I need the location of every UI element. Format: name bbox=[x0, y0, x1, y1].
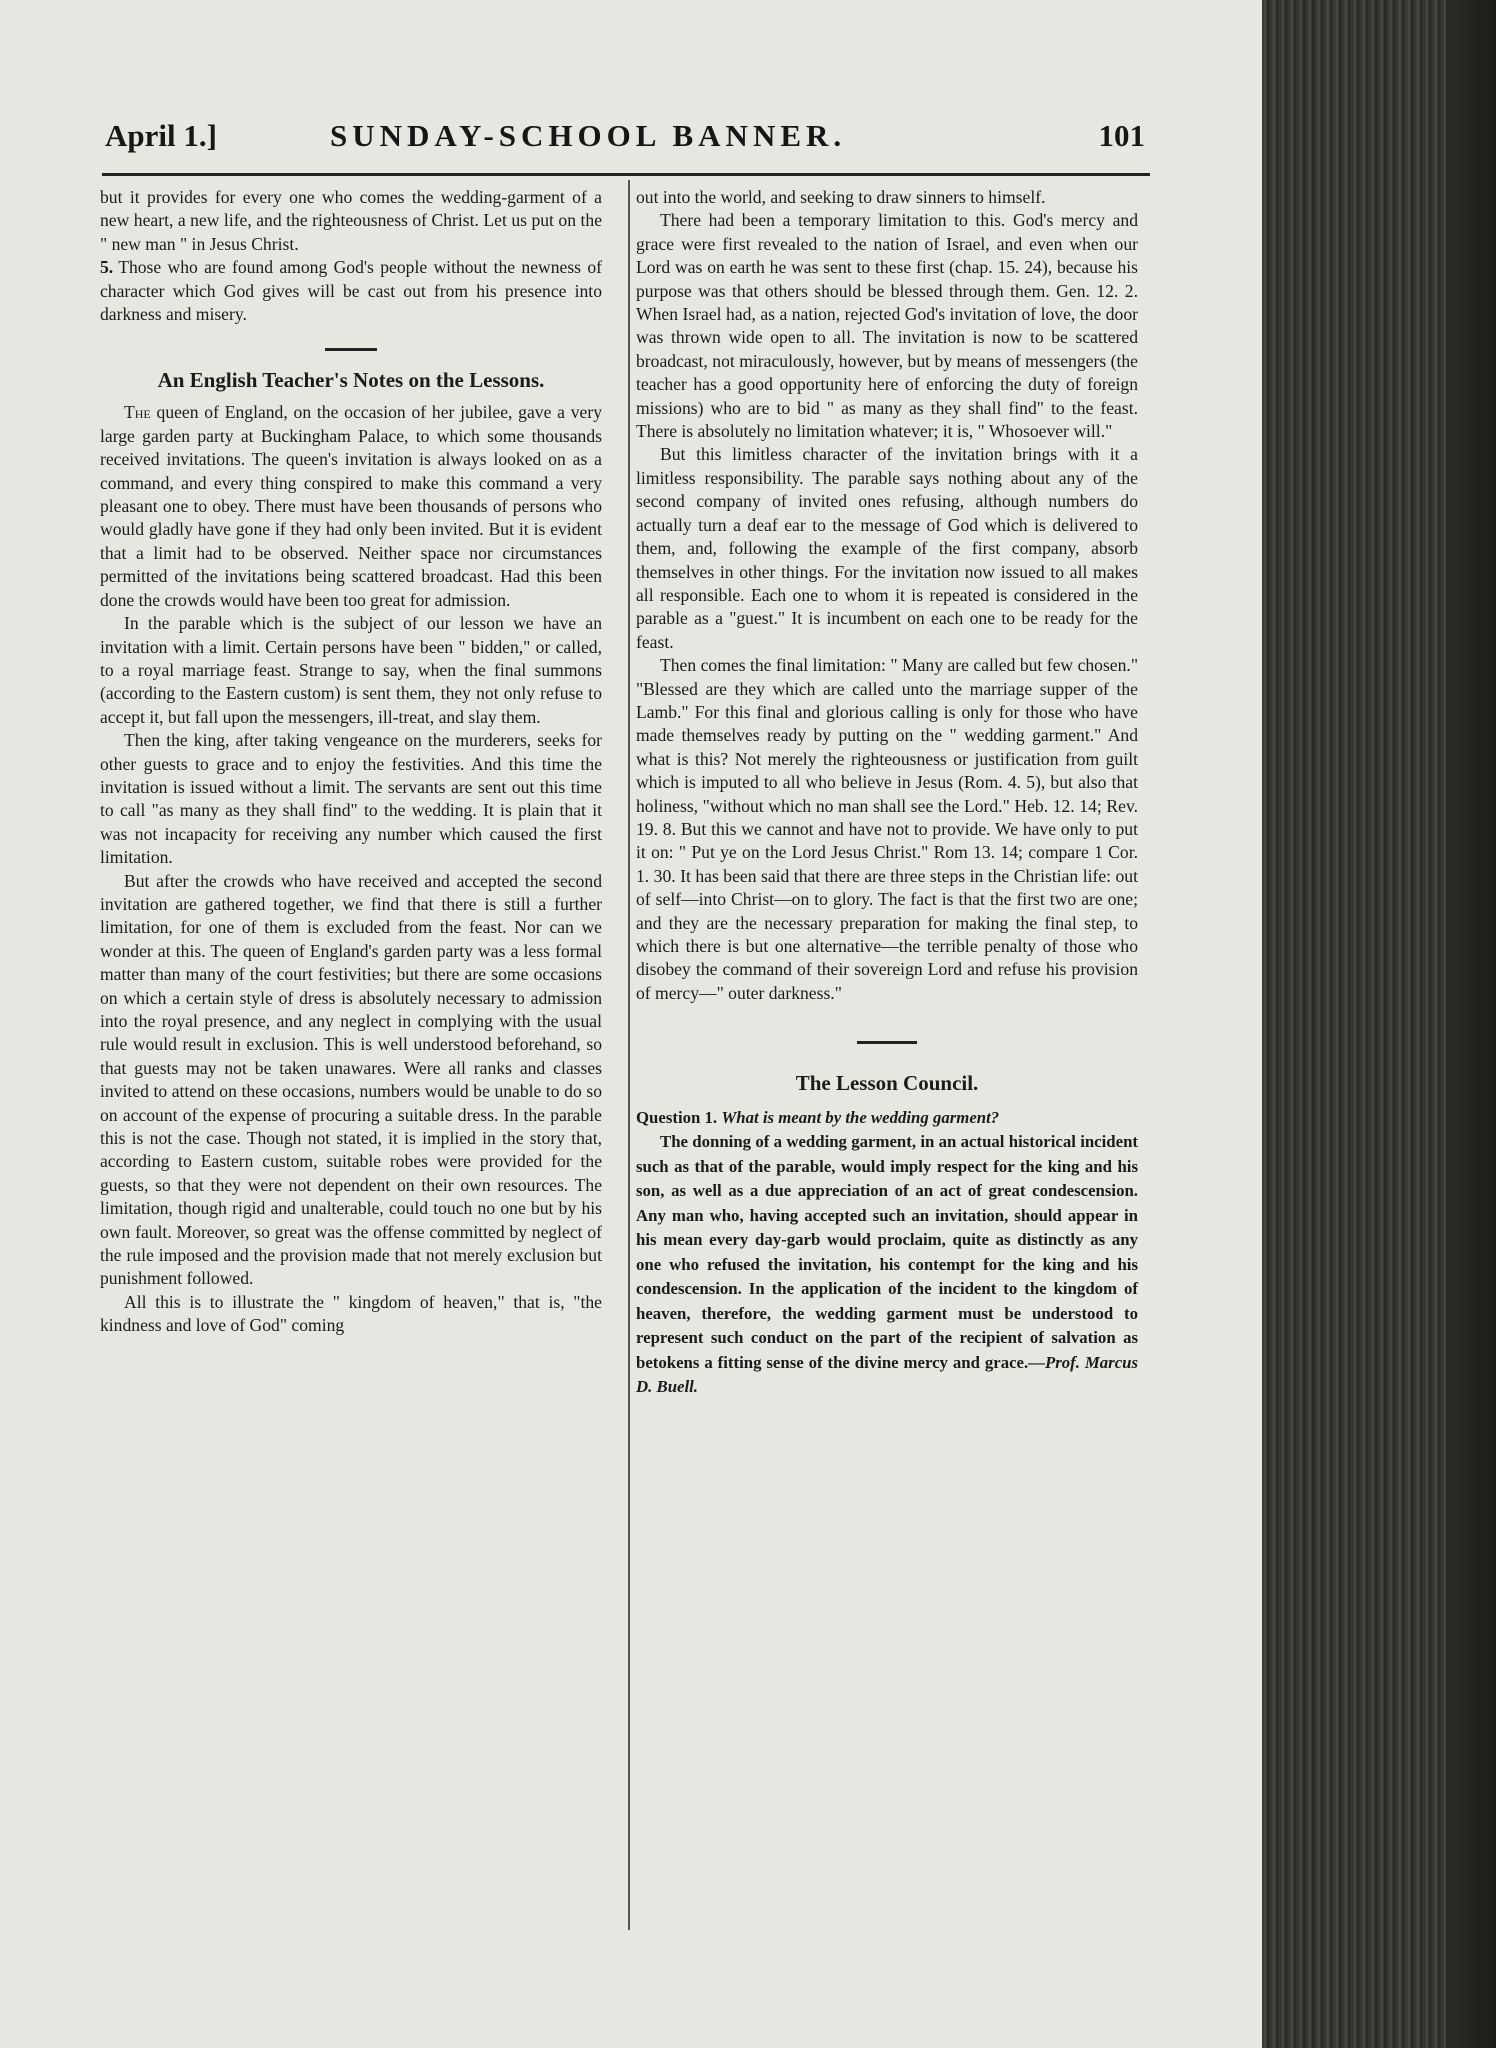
column-divider bbox=[628, 180, 630, 1930]
council-title: The Lesson Council. bbox=[795, 1071, 979, 1096]
lesson-council bbox=[636, 1106, 1138, 1400]
answer-attribution: —Prof. Marcus D. Buell. bbox=[636, 1352, 1139, 1397]
article-paragraph bbox=[100, 401, 602, 612]
binding-edge bbox=[1446, 0, 1496, 2048]
right-column bbox=[636, 186, 1138, 1400]
issue-date: April 1.] bbox=[105, 118, 217, 153]
page-number: 101 bbox=[1098, 118, 1145, 153]
point-number: 5. bbox=[100, 257, 114, 278]
article-paragraph: out into the world, and seeking to draw sinners to himself. bbox=[636, 187, 1046, 207]
point-text: Those who are found among God's people without the newness of character which God gives will be cast out from his presence into darkness and misery. bbox=[100, 257, 602, 325]
article-paragraph: Then the king, after taking vengeance on the murderers, seeks for other guests to grace and to enjoy the festivities. And this time the invitation is issued without a limit. The servants are sent out this time to call "as many as they shall find" to the wedding. It is plain that it was not incapacity for receiving any number which caused the first limitation. bbox=[100, 730, 602, 868]
council-question bbox=[636, 1106, 1138, 1131]
article-paragraph: All this is to illustrate the " kingdom of heaven," that is, "the kindness and love of God" coming bbox=[100, 1291, 602, 1336]
article-paragraph: But this limitless character of the invitation brings with it a limitless responsibility. The parable says nothing about any of the second company of invited ones refusing, although numbers do actually turn a deaf ear to the message of God which is delivered to them, and, following the example of the first company, absorb themselves in other things. For the invitation now issued to all makes all responsible. Each one to whom it is repeated is considered in the parable as a "guest." It is incumbent on each one to be ready for the feast. bbox=[636, 444, 1138, 652]
question-text: What is meant by the wedding garment? bbox=[721, 1107, 1000, 1127]
paragraph-text: queen of England, on the occasion of her jubilee, gave a very large garden party at Buckingham Palace, to which some thousands received invitations. The queen's invitation is always looked on as a command, and every thing conspired to make this command a very pleasant one to obey. There must have been thousands of persons who would gladly have gone if they had only been invited. But it is evident that a limit had to be observed. Neither space nor circumstances permitted of the invitations being scattered broadcast. Had this been done the crowds would have been too great for admission. bbox=[100, 402, 602, 610]
council-answer bbox=[636, 1130, 1138, 1400]
publication-title: SUNDAY-SCHOOL BANNER. bbox=[330, 118, 847, 153]
lesson-point-5 bbox=[100, 256, 602, 326]
lead-word: The bbox=[124, 402, 151, 423]
answer-text: The donning of a wedding garment, in an actual historical incident such as that of the parable, would imply respect for the king and his son, as well as a due appreciation of an act of great condescension. Any man who, having accepted such an invitation, should appear in his mean every day-garb would proclaim, quite as distinctly as any one who refused the invitation, his contempt for the king and his condescension. In the application of the incident to the kingdom of heaven, therefore, the wedding garment must be understood to represent such conduct on the part of the recipient of salvation as betokens a fitting sense of the divine mercy and grace. bbox=[636, 1132, 1138, 1372]
article-paragraph: But after the crowds who have received and accepted the second invitation are gathered together, we find that there is still a further limitation, for one of them is excluded from the feast. Nor can we wonder at this. The queen of England's garden party was a less formal matter than many of the court festivities; but there are some occasions on which a certain style of dress is absolutely necessary to admission into the royal presence, and any neglect in complying with the usual rule would result in exclusion. This is well understood beforehand, so that guests may not be taken unawares. Were all ranks and classes invited to attend on these occasions, numbers would be unable to do so on account of the expense of procuring a suitable dress. In the parable this is not the case. Though not stated, it is implied in the story that, according to Eastern custom, suitable robes were provided for the guests, so that they were not dependent on their own resources. The limitation, though rigid and unalterable, could touch no one but by his own fault. Moreover, so great was the offense committed by neglect of the rule imposed and the provision made that not merely exclusion but punishment followed. bbox=[100, 870, 602, 1289]
section-rule bbox=[857, 1041, 917, 1044]
article-paragraph: In the parable which is the subject of our lesson we have an invitation with a limit. Certain persons have been " bidden," or called, to a royal marriage feast. Strange to say, when the final summons (according to the Eastern custom) is sent them, they not only refuse to accept it, but fall upon the messengers, ill-treat, and slay them. bbox=[100, 613, 602, 727]
article-paragraph: There had been a temporary limitation to this. God's mercy and grace were first revealed to the nation of Israel, and even when our Lord was on earth he was sent to these first (chap. 15. 24), because his purpose was that others should be blessed through them. Gen. 12. 2. When Israel had, as a nation, rejected God's invitation of love, the door was thrown wide open to all. The invitation is now to be scattered broadcast, not miraculously, however, but by means of messengers (the teacher has a good opportunity here of enforcing the duty of foreign missions) who are to bid " as many as they shall find" to the feast. There is absolutely no limitation whatever; it is, " Whosoever will." bbox=[636, 210, 1138, 442]
article-title: An English Teacher's Notes on the Lessons. bbox=[157, 368, 545, 393]
question-label: Question 1. bbox=[636, 1107, 718, 1127]
left-column bbox=[100, 186, 602, 1338]
running-head bbox=[105, 118, 1145, 168]
header-rule bbox=[102, 173, 1150, 176]
continuation-paragraph: but it provides for every one who comes the wedding-garment of a new heart, a new life, and the righteousness of Christ. Let us put on the " new man " in Jesus Christ. bbox=[100, 187, 602, 254]
section-rule bbox=[325, 348, 377, 351]
article-paragraph: Then comes the final limitation: " Many are called but few chosen." "Blessed are they which are called unto the marriage supper of the Lamb." For this final and glorious calling is only for those who have made themselves ready by putting on the " wedding garment." And what is this? Not merely the righteousness or justification from guilt which is imputed to all who believe in Jesus (Rom. 4. 5), but also that holiness, "without which no man shall see the Lord." Heb. 12. 14; Rev. 19. 8. But this we cannot and have not to provide. We have only to put it on: " Put ye on the Lord Jesus Christ." Rom 13. 14; compare 1 Cor. 1. 30. It has been said that there are three steps in the Christian life: out of self—into Christ—on to glory. The fact is that the first two are one; and they are the necessary preparation for making the final step, to which there is but one alternative—the terrible penalty of those who disobey the command of their sovereign Lord and refuse his provision of mercy—" outer darkness." bbox=[636, 655, 1138, 1003]
